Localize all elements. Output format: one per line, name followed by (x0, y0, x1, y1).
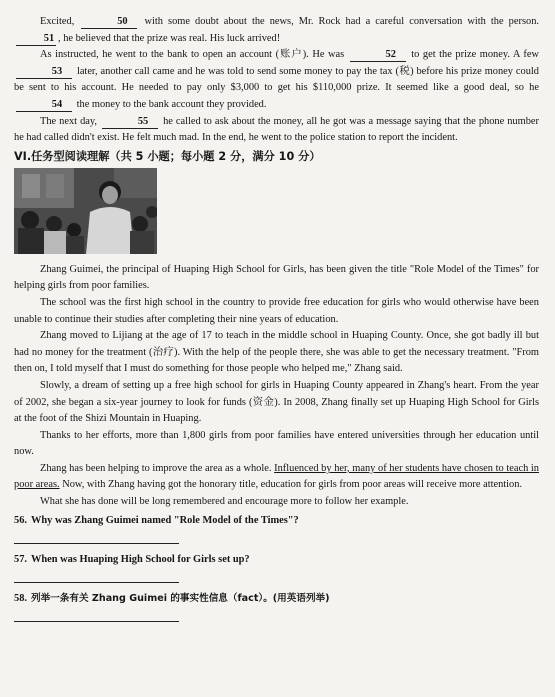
answer-line-57[interactable] (14, 570, 179, 583)
passage-paragraph-1: Zhang Guimei, the principal of Huaping High School for Girls, has been given the title "Role Model of the Times" for helping girls from poor families. (14, 263, 539, 292)
text-segment: Now, with Zhang having got the honorary title, education for girls from poor areas will receive more attention. (62, 479, 523, 491)
blank-52: 52 (350, 49, 406, 62)
text-segment: the money to the bank account they provided. (76, 98, 267, 110)
question-text: When was Huaping High School for Girls set up? (31, 553, 250, 565)
blank-54: 54 (16, 99, 72, 112)
text-segment: , he believed that the prize was real. His luck arrived! (58, 32, 281, 44)
text-segment: to get the prize money. A few (411, 49, 539, 61)
question-57 (14, 552, 539, 568)
question-text: Why was Zhang Guimei named "Role Model of the Times"? (31, 514, 299, 526)
question-number: 56. (14, 514, 27, 526)
question-56 (14, 513, 539, 529)
passage-paragraph-4: Slowly, a dream of setting up a free high school for girls in Huaping County appeared in Zhang's heart. From the year of 2002, she began a six-year journey to look for funds (资金). In 2008, Zhang finally set up Huaping High School for Girls at the foot of the Shizi Mountain in Huaping. (14, 379, 539, 425)
classroom-photo (14, 168, 157, 254)
question-58 (14, 591, 539, 607)
text-segment: he called to ask about the money, all he got was a message saying that the phone number he had called didn't exist. He felt much mad. In the end, he went to the police station to report the incident. (14, 115, 539, 144)
blank-55: 55 (102, 116, 158, 129)
passage-paragraph-2: The school was the first high school in the country to provide free education for girls who would otherwise have been unable to continue their studies after completing their nine years of education. (14, 296, 539, 325)
blank-51: 51 (16, 33, 56, 46)
text-segment: later, another call came and he was told to send some money to pay the tax (税) before his prize money could be sent to his account. He needed to pay only $3,000 to get his $110,000 prize. It seemed like a good deal, so he (14, 65, 539, 94)
answer-line-58[interactable] (14, 609, 179, 622)
photo-image (14, 168, 157, 254)
text-segment: with some doubt about the news, Mr. Rock had a careful conversation with the person. (144, 16, 539, 27)
text-segment: Excited, (40, 16, 75, 27)
section-title: VI.任务型阅读理解（共 5 小题；每小题 2 分，满分 10 分） (14, 149, 321, 163)
question-number: 58. (14, 592, 27, 604)
passage-paragraph-6 (14, 461, 539, 494)
underlined-sentence: Influenced by her, many of her students have chosen to teach in poor areas. (14, 462, 539, 491)
blank-50: 50 (81, 16, 137, 29)
text-segment: The next day, (40, 115, 98, 127)
cloze-paragraph-2 (14, 47, 539, 113)
text-segment: Zhang has been helping to improve the area as a whole. (40, 462, 272, 474)
cloze-paragraph-1 (14, 14, 539, 47)
passage-paragraph-7: What she has done will be long remembered and encourage more to follow her example. (40, 496, 409, 508)
text-segment: As instructed, he went to the bank to open an account (账户). He was (40, 49, 345, 61)
passage-paragraph-5: Thanks to her efforts, more than 1,800 girls from poor families have entered universities through her education until now. (14, 429, 539, 458)
passage-paragraph-3: Zhang moved to Lijiang at the age of 17 to teach in the middle school in Huaping County. Once, she got badly ill but had no money for the treatment (治疗). With the help of the people there, she was able to get the necessary treatment. "From then on, I told myself that I must do something for those people who helped me," Zhang said. (14, 330, 539, 375)
question-number: 57. (14, 553, 27, 565)
answer-line-56[interactable] (14, 531, 179, 544)
cloze-paragraph-3 (14, 114, 539, 147)
blank-53: 53 (16, 66, 72, 79)
question-text: 列举一条有关 Zhang Guimei 的事实性信息（fact）。(用英语列举) (31, 592, 330, 604)
